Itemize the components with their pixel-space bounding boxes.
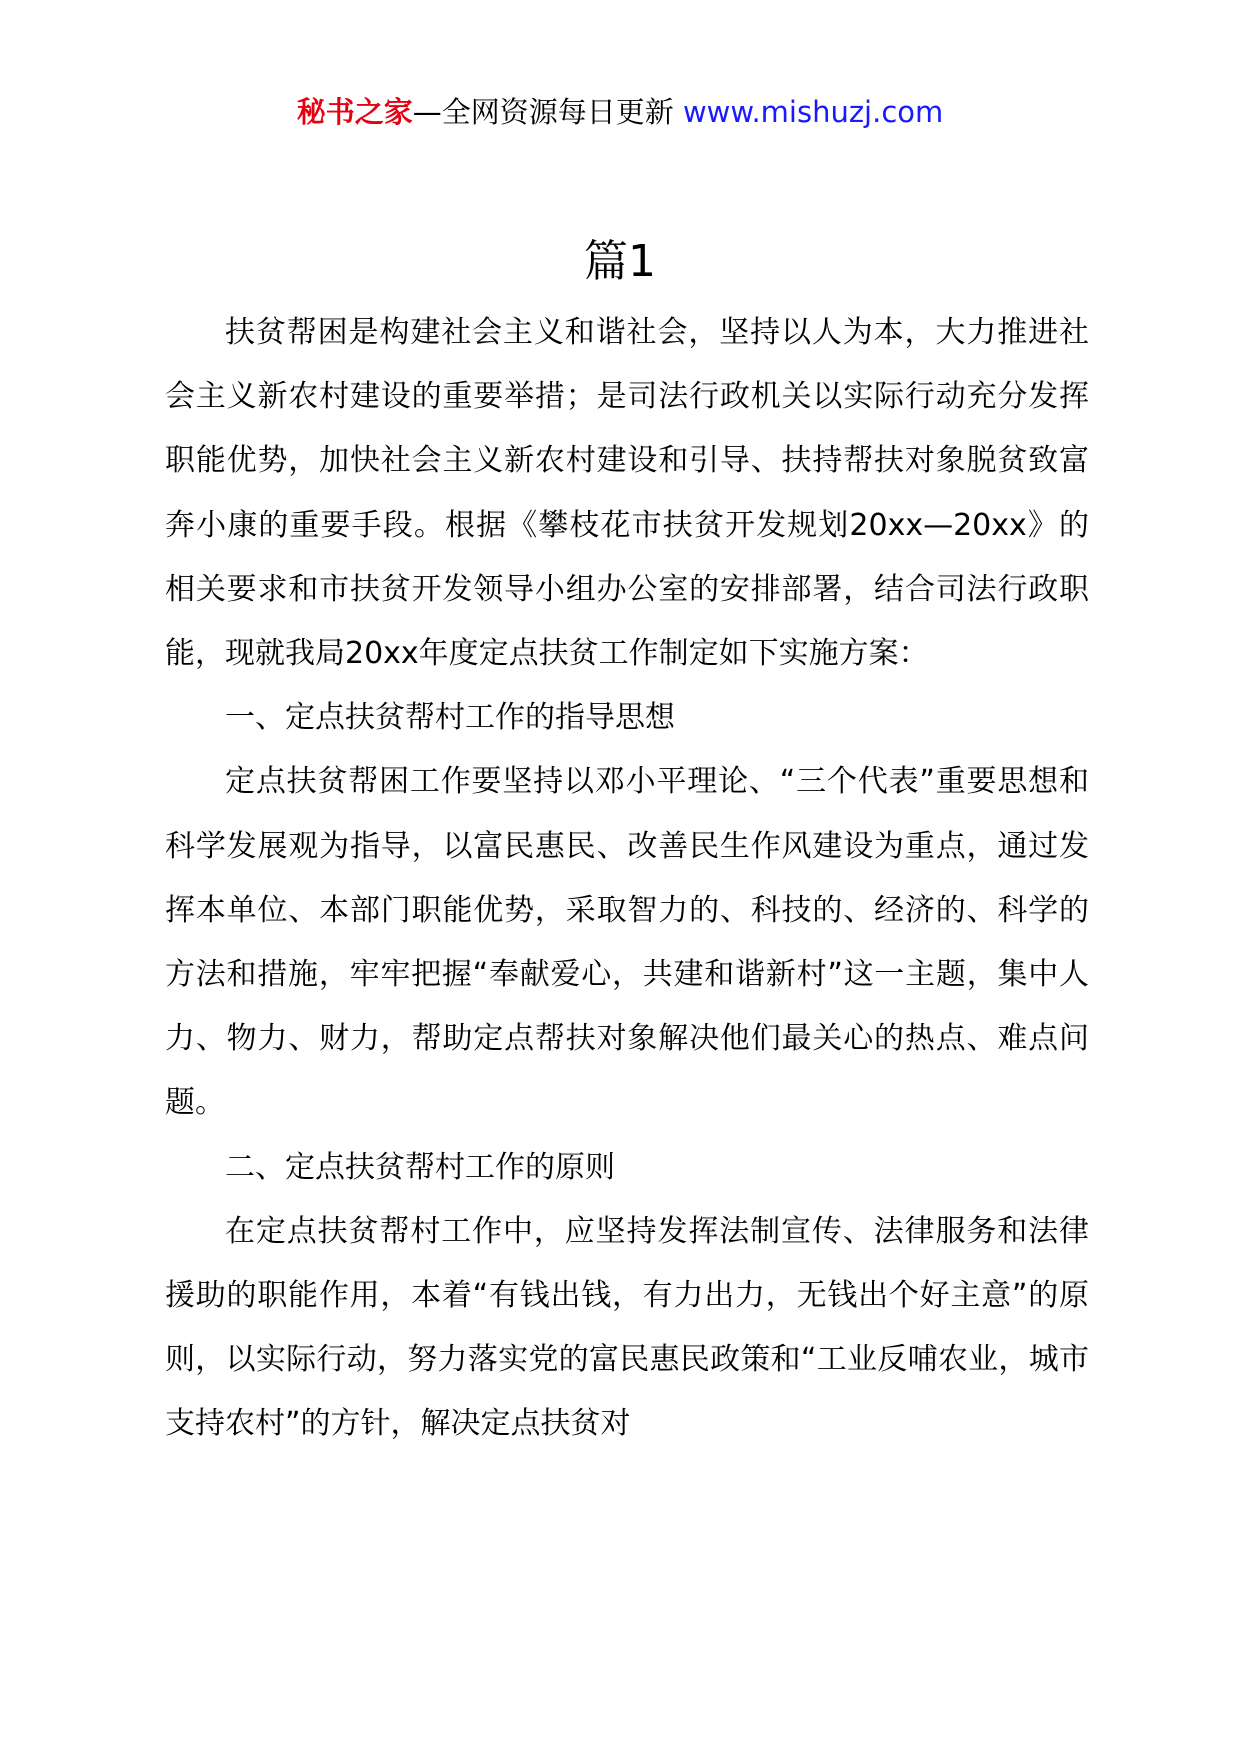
principles-paragraph: 在定点扶贫帮村工作中，应坚持发挥法制宣传、法律服务和法律援助的职能作用，本着“有钱出钱，有力出力，无钱出个好主意”的原则，以实际行动，努力落实党的富民惠民政策和“工业反哺农业，城市支持农村”的方针，解决定点扶贫对 [165,1213,1089,1442]
site-url-link[interactable]: www.mishuzj.com [682,95,944,129]
site-slogan: —全网资源每日更新 [412,95,674,129]
section-heading-principles: 二、定点扶贫帮村工作的原则 [225,1149,615,1185]
document-body [165,301,1089,1457]
document-title: 篇1 [584,236,656,287]
intro-paragraph: 扶贫帮困是构建社会主义和谐社会，坚持以人为本，大力推进社会主义新农村建设的重要举措；是司法行政机关以实际行动充分发挥职能优势，加快社会主义新农村建设和引导、扶持帮扶对象脱贫致富奔小康的重要手段。根据《攀枝花市扶贫开发规划20xx—20xx》的相关要求和市扶贫开发领导小组办公室的安排部署，结合司法行政职能，现就我局20xx年度定点扶贫工作制定如下实施方案： [165,315,1089,672]
guiding-thought-paragraph: 定点扶贫帮困工作要坚持以邓小平理论、“三个代表”重要思想和科学发展观为指导，以富民惠民、改善民生作风建设为重点，通过发挥本单位、本部门职能优势，采取智力的、科技的、经济的、科学的方法和措施，牢牢把握“奉献爱心，共建和谐新村”这一主题，集中人力、物力、财力，帮助定点帮扶对象解决他们最关心的热点、难点问题。 [165,764,1089,1121]
site-brand: 秘书之家 [296,95,413,129]
section-heading-guiding-thought: 一、定点扶贫帮村工作的指导思想 [225,700,675,736]
site-header [0,92,1240,132]
